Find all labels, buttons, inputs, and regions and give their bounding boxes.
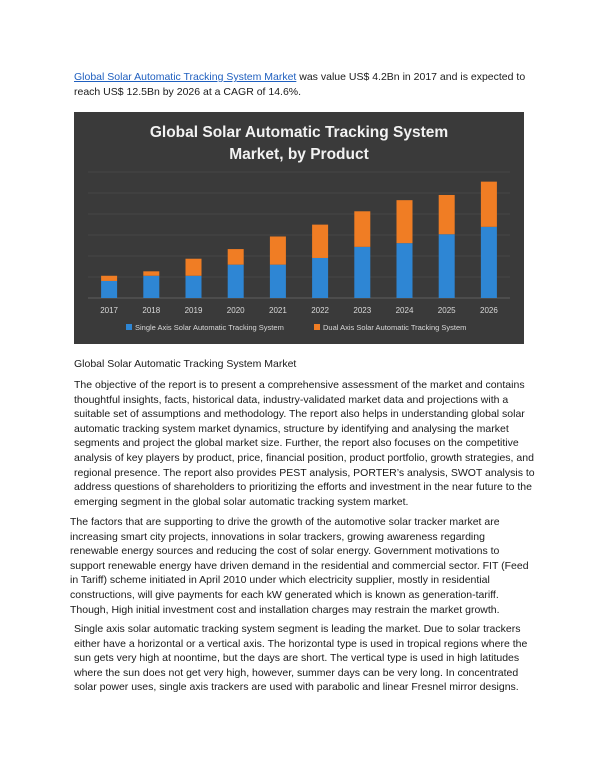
chart-bars	[101, 182, 497, 298]
market-by-product-chart	[74, 112, 524, 344]
bar-dual-axis-2024	[397, 200, 413, 243]
bar-single-axis-2025	[439, 234, 455, 298]
bar-dual-axis-2022	[312, 225, 328, 258]
bar-single-axis-2018	[143, 276, 159, 298]
x-tick-label-2020: 2020	[226, 306, 245, 315]
bar-dual-axis-2020	[228, 249, 244, 265]
bar-dual-axis-2021	[270, 236, 286, 264]
bar-single-axis-2020	[228, 265, 244, 298]
intro-text: was value US$ 4.2Bn in 2017 and is expected to reach US$ 12.5Bn by 2026 at a CAGR of 14.6%.	[74, 71, 526, 98]
bar-dual-axis-2019	[186, 259, 202, 276]
x-tick-label-2023: 2023	[353, 306, 372, 315]
bar-single-axis-2023	[354, 247, 370, 298]
legend-swatch-single-axis	[126, 324, 132, 330]
x-tick-label-2025: 2025	[437, 306, 456, 315]
legend-label-dual-axis: Dual Axis Solar Automatic Tracking System	[323, 323, 467, 332]
bar-single-axis-2022	[312, 258, 328, 298]
x-tick-label-2019: 2019	[184, 306, 203, 315]
paragraph-single-axis: Single axis solar automatic tracking system segment is leading the market. Due to solar trackers either have a horizontal or a vertical axis. The horizontal type is used in tropical regions where the sun gets very high at noontime, but the days are short. The vertical type is used in high latitudes where the sun does not get very high, however, summer days can be very long. In concentrated solar power uses, single axis trackers are used with parabolic and linear Fresnel mirror designs.	[74, 623, 528, 694]
x-tick-label-2026: 2026	[480, 306, 498, 315]
paragraph-growth-factors: The factors that are supporting to drive the growth of the automotive solar tracker market are increasing smart city projects, innovations in solar trackers, growing awareness regarding renewable energy sources and reducing the cost of solar energy. Government motivations to support renewable energy have driven demand in the residential and commercial sector. FIT (Feed in Tariff) scheme initiated in April 2010 under which electricity supplier, mostly in residential constructions, will give payments for each kW generated which is known as generation-tariff. Though, High initial investment cost and installation charges may restrain the market growth.	[70, 516, 529, 616]
market-report-link[interactable]: Global Solar Automatic Tracking System Market	[74, 71, 297, 83]
bar-single-axis-2024	[397, 243, 413, 298]
bar-dual-axis-2026	[481, 182, 497, 227]
chart-x-ticks	[100, 306, 498, 315]
intro-paragraph	[74, 70, 534, 100]
bar-single-axis-2026	[481, 227, 497, 298]
chart-svg	[74, 112, 524, 344]
paragraph-objective: The objective of the report is to present a comprehensive assessment of the market and contains thoughtful insights, facts, historical data, industry-validated market data and projections with a suitable set of assumptions and methodology. The report also helps in understanding global solar automatic tracking system market dynamics, structure by identifying and analysing the market segments and project the global market size. Further, the report also focuses on the competitive analysis of key players by product, price, financial position, product portfolio, growth strategies, and regional presence. The report also provides PEST analysis, PORTER’s analysis, SWOT analysis to address questions of shareholders to prioritizing the efforts and investment in the near future to the emerging segment in the global solar automatic tracking system market.	[74, 379, 535, 508]
x-tick-label-2017: 2017	[100, 306, 118, 315]
bar-dual-axis-2025	[439, 195, 455, 234]
chart-legend	[126, 323, 466, 332]
chart-title-line-1: Global Solar Automatic Tracking System	[149, 124, 449, 141]
bar-dual-axis-2018	[143, 271, 159, 275]
bar-single-axis-2017	[101, 281, 117, 298]
bar-dual-axis-2017	[101, 276, 117, 281]
chart-title-line-2: Market, by Product	[229, 146, 369, 163]
x-tick-label-2022: 2022	[311, 306, 329, 315]
x-tick-label-2024: 2024	[395, 306, 414, 315]
x-tick-label-2018: 2018	[142, 306, 161, 315]
bar-dual-axis-2023	[354, 211, 370, 247]
bar-single-axis-2021	[270, 265, 286, 298]
bar-single-axis-2019	[186, 276, 202, 298]
chart-caption: Global Solar Automatic Tracking System Market	[74, 358, 297, 370]
legend-swatch-dual-axis	[314, 324, 320, 330]
legend-label-single-axis: Single Axis Solar Automatic Tracking System	[135, 323, 284, 332]
x-tick-label-2021: 2021	[269, 306, 287, 315]
